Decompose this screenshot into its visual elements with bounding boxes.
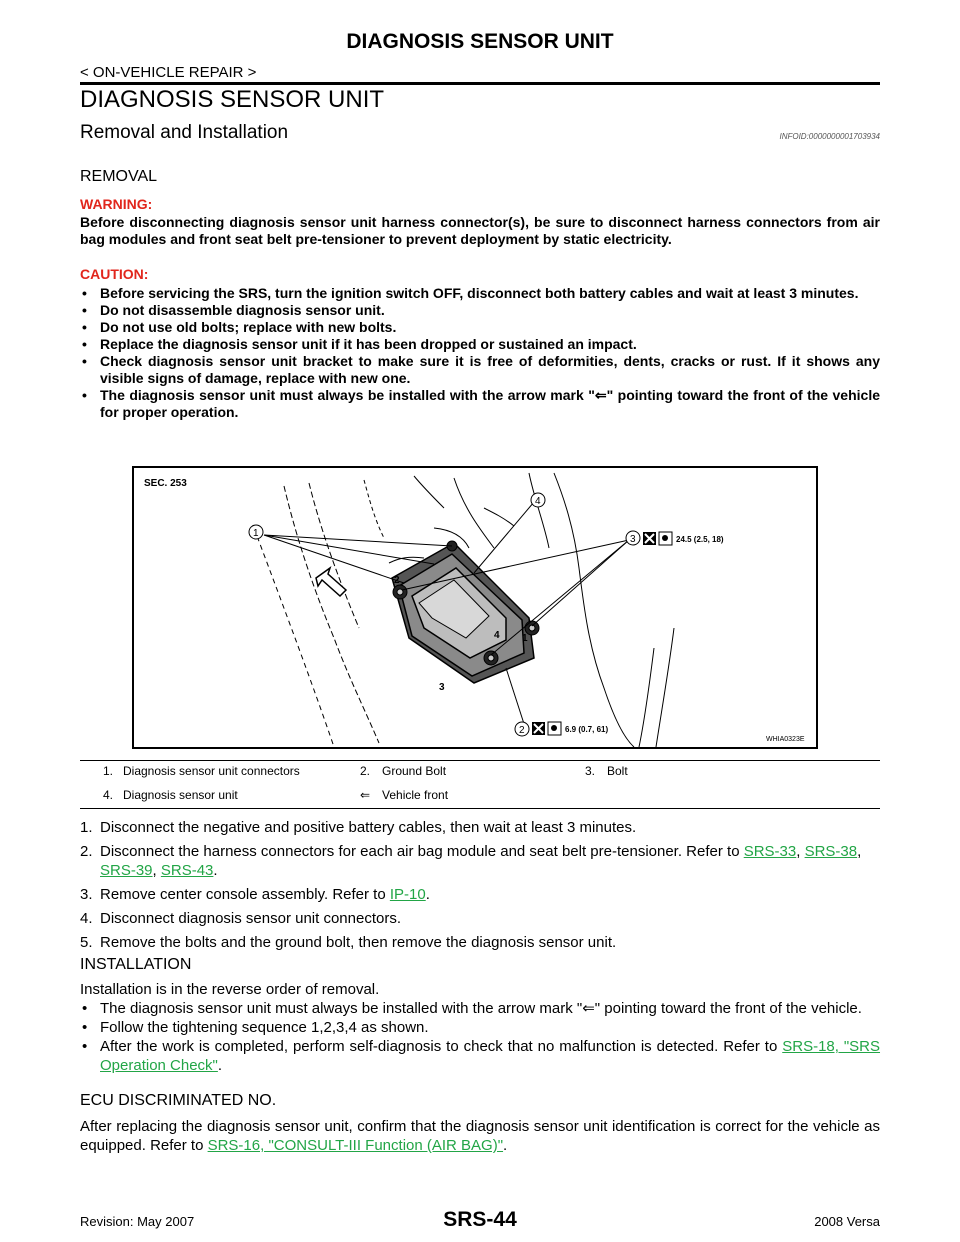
callout-number: 3 bbox=[630, 534, 636, 545]
legend-row bbox=[80, 760, 880, 784]
installation-item: • Follow the tightening sequence 1,2,3,4 as shown. bbox=[80, 1018, 880, 1037]
step-text: Disconnect diagnosis sensor unit connectors. bbox=[100, 910, 401, 927]
legend-num: 4. bbox=[103, 788, 114, 802]
warning-label: WARNING: bbox=[80, 196, 153, 212]
installation-intro: Installation is in the reverse order of removal. bbox=[80, 981, 380, 998]
torque-bolt-value: 24.5 (2.5, 18) bbox=[676, 535, 724, 544]
page-number: SRS-44 bbox=[443, 1208, 517, 1231]
step-text: Remove the bolts and the ground bolt, then remove the diagnosis sensor unit. bbox=[100, 934, 617, 951]
legend-num: 1. bbox=[103, 764, 114, 778]
step-item: 2. Disconnect the harness connectors for each air bag module and seat belt pre-tensioner. Refer to SRS-33, SRS-38, SRS-39, SRS-43. bbox=[80, 843, 862, 879]
installation-heading: INSTALLATION bbox=[80, 956, 192, 973]
diagnosis-sensor-unit bbox=[392, 543, 534, 683]
caution-item: • Check diagnosis sensor unit bracket to make sure it is free of deformities, dents, cracks or rust. If it shows any visible signs of damage, replace with new one. bbox=[80, 353, 880, 387]
removal-steps bbox=[80, 818, 880, 957]
installation-item: • After the work is completed, perform self-diagnosis to check that no malfunction is detected. Refer to SRS-18, "SRS Operation Check". bbox=[80, 1037, 880, 1075]
link-srs-39[interactable]: SRS-39 bbox=[100, 862, 153, 879]
step-text: Remove center console assembly. Refer to bbox=[100, 886, 386, 903]
ecu-paragraph: After replacing the diagnosis sensor unit, confirm that the diagnosis sensor unit identification is correct for the vehicle as equipped. Refer to SRS-16, "CONSULT-III Function (AIR BAG)". bbox=[80, 1118, 880, 1154]
removal-heading: REMOVAL bbox=[80, 168, 158, 185]
installation-item-text: After the work is completed, perform self-diagnosis to check that no malfunction is detected. Refer to bbox=[100, 1038, 778, 1055]
subsection-title: Removal and Installation bbox=[80, 122, 289, 143]
torque-wrench-icon bbox=[643, 532, 672, 545]
caution-label: CAUTION: bbox=[80, 266, 149, 282]
installation-list bbox=[80, 999, 880, 1075]
legend-text: Diagnosis sensor unit bbox=[123, 788, 238, 802]
torque-wrench-icon bbox=[532, 722, 561, 735]
figure-drawing bbox=[134, 468, 816, 747]
caution-list bbox=[80, 285, 880, 421]
link-srs-16[interactable]: SRS-16, "CONSULT-III Function (AIR BAG)" bbox=[207, 1137, 504, 1154]
figure-id: WHIA0323E bbox=[766, 736, 805, 743]
ecu-text: After replacing the diagnosis sensor unit, confirm that the diagnosis sensor unit identification is correct for the vehicle as equipped. Refer to bbox=[80, 1118, 880, 1154]
legend-num: 3. bbox=[585, 764, 596, 778]
step-text: Disconnect the negative and positive battery cables, then wait at least 3 minutes. bbox=[100, 819, 637, 836]
torque-ground-value: 6.9 (0.7, 61) bbox=[565, 725, 609, 734]
legend-text: Ground Bolt bbox=[382, 764, 447, 778]
bolt-seq-number: 3 bbox=[439, 682, 445, 693]
legend-text: Bolt bbox=[607, 764, 628, 778]
caution-item: • Do not use old bolts; replace with new bolts. bbox=[80, 319, 880, 336]
caution-item: • Before servicing the SRS, turn the ignition switch OFF, disconnect both battery cables and wait at least 3 minutes. bbox=[80, 285, 880, 302]
caution-item: • Do not disassemble diagnosis sensor unit. bbox=[80, 302, 880, 319]
breadcrumb: < ON-VEHICLE REPAIR > bbox=[80, 64, 257, 81]
bolt-seq-number: 2 bbox=[394, 575, 400, 586]
sensor-unit-figure bbox=[132, 466, 818, 749]
bolt-seq-number: 1 bbox=[522, 633, 528, 644]
callout-number: 1 bbox=[253, 528, 259, 539]
legend-num: 2. bbox=[360, 764, 371, 778]
page-header-title: DIAGNOSIS SENSOR UNIT bbox=[346, 30, 614, 53]
section-title: DIAGNOSIS SENSOR UNIT bbox=[80, 86, 385, 113]
link-srs-18[interactable]: SRS-18, "SRS Operation Check" bbox=[100, 1038, 881, 1074]
link-srs-43[interactable]: SRS-43 bbox=[160, 862, 214, 879]
caution-item: • Replace the diagnosis sensor unit if it has been dropped or sustained an impact. bbox=[80, 336, 880, 353]
step-text: Disconnect the harness connectors for each air bag module and seat belt pre-tensioner. Refer to bbox=[100, 843, 740, 860]
legend-num: ⇐ bbox=[360, 788, 371, 802]
step-item: 1. Disconnect the negative and positive battery cables, then wait at least 3 minutes. bbox=[80, 819, 637, 836]
callout-number: 2 bbox=[519, 725, 525, 736]
ecu-heading: ECU DISCRIMINATED NO. bbox=[80, 1092, 277, 1109]
legend-text: Vehicle front bbox=[382, 788, 449, 802]
revision-date: Revision: May 2007 bbox=[80, 1214, 195, 1229]
info-id: INFOID:0000000001703934 bbox=[779, 132, 880, 141]
vehicle-model: 2008 Versa bbox=[814, 1214, 880, 1229]
step-item: 3. Remove center console assembly. Refer to IP-10. bbox=[80, 886, 430, 903]
warning-text: Before disconnecting diagnosis sensor unit harness connector(s), be sure to disconnect harness connectors from air bag modules and front seat belt pre-tensioner to prevent deployment by static electricity. bbox=[80, 214, 880, 247]
caution-item: • The diagnosis sensor unit must always be installed with the arrow mark "⇐" pointing toward the front of the vehicle for proper operation. bbox=[80, 387, 880, 421]
step-item: 5. Remove the bolts and the ground bolt, then remove the diagnosis sensor unit. bbox=[80, 934, 617, 951]
legend-text: Diagnosis sensor unit connectors bbox=[123, 764, 300, 778]
step-item: 4. Disconnect diagnosis sensor unit connectors. bbox=[80, 910, 401, 927]
link-srs-38[interactable]: SRS-38 bbox=[804, 843, 858, 860]
header-rule bbox=[80, 82, 880, 85]
figure-legend bbox=[80, 760, 880, 808]
legend-row bbox=[80, 784, 880, 808]
installation-item: • The diagnosis sensor unit must always be installed with the arrow mark "⇐" pointing toward the front of the vehicle. bbox=[80, 999, 880, 1018]
bolt-seq-number: 4 bbox=[494, 630, 500, 641]
legend-rule bbox=[80, 808, 880, 809]
link-ip-10[interactable]: IP-10 bbox=[389, 886, 426, 903]
callout-number: 4 bbox=[535, 496, 541, 507]
link-srs-33[interactable]: SRS-33 bbox=[743, 843, 797, 860]
figure-section-label: SEC. 253 bbox=[144, 478, 187, 489]
vehicle-front-arrow-icon bbox=[316, 568, 346, 596]
